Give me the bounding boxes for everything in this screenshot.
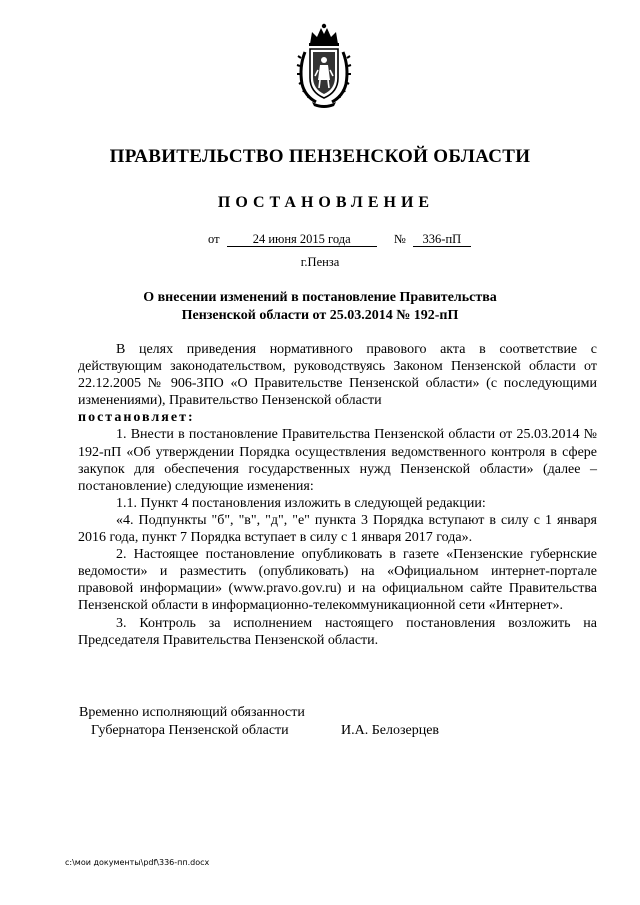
subject-line-2: Пензенской области от 25.03.2014 № 192-пП [181, 308, 459, 323]
clause-3-paragraph: 3. Контроль за исполнением настоящего постановления возложить на Председателя Правительства Пензенской области. [78, 615, 597, 648]
signatory-name: И.А. Белозерцев [341, 723, 440, 738]
document-subject [90, 289, 550, 325]
document-number: 336-пП [413, 233, 471, 247]
number-prefix: № [393, 232, 406, 246]
signatory-position-line-1: Временно исполняющий обязанности [79, 705, 305, 720]
document-date: 24 июня 2015 года [227, 233, 377, 247]
organization-title: ПРАВИТЕЛЬСТВО ПЕНЗЕНСКОЙ ОБЛАСТИ [109, 146, 531, 167]
signature-block [79, 704, 439, 740]
resolves-word: постановляет: [78, 410, 195, 426]
document-body [78, 341, 597, 649]
footer-file-path: c:\мои документы\pdf\336-пп.docx [65, 858, 210, 867]
coat-of-arms-emblem [296, 22, 352, 108]
signatory-position-line-2: Губернатора Пензенской области [91, 723, 289, 738]
clause-4-quote-paragraph: «4. Подпункты "б", "в", "д", "е" пункта 3 Порядка вступают в силу с 1 января 2016 года, пункт 7 Порядка вступает в силу с 1 января 2017 года». [78, 512, 597, 546]
preamble-paragraph: В целях приведения нормативного правового акта в соответствие с действующим законодательством, руководствуясь Законом Пензенской области от 22.12.2005 № 906-ЗПО «О Правительстве Пензенской области» (с последующими изменениями), Правительство Пензенской области [78, 342, 597, 409]
subject-line-1: О внесении изменений в постановление Правительства [143, 290, 497, 305]
document-type-title: ПОСТАНОВЛЕНИЕ [217, 194, 435, 211]
signatory-line-2 [79, 722, 439, 740]
date-prefix: от [208, 232, 220, 246]
city-name: г.Пенза [300, 255, 340, 269]
clause-1-paragraph: 1. Внести в постановление Правительства Пензенской области от 25.03.2014 № 192-пП «Об утверждении Порядка осуществления ведомственного контроля в сфере закупок для обеспечения государственных нужд Пензенской области» (далее – постановление) следующие изменения: [78, 427, 597, 494]
clause-1-1-paragraph: 1.1. Пункт 4 постановления изложить в следующей редакции: [116, 495, 486, 511]
resolves-paragraph [78, 409, 597, 426]
date-number-line [208, 232, 471, 247]
clause-2-paragraph: 2. Настоящее постановление опубликовать в газете «Пензенские губернские ведомости» и разместить (опубликовать) на «Официальном интернет-портале правовой информации» (www.pravo.gov.ru) и на официальном сайте Правительства Пензенской области в информационно-телекоммуникационной сети «Интернет». [78, 547, 597, 614]
